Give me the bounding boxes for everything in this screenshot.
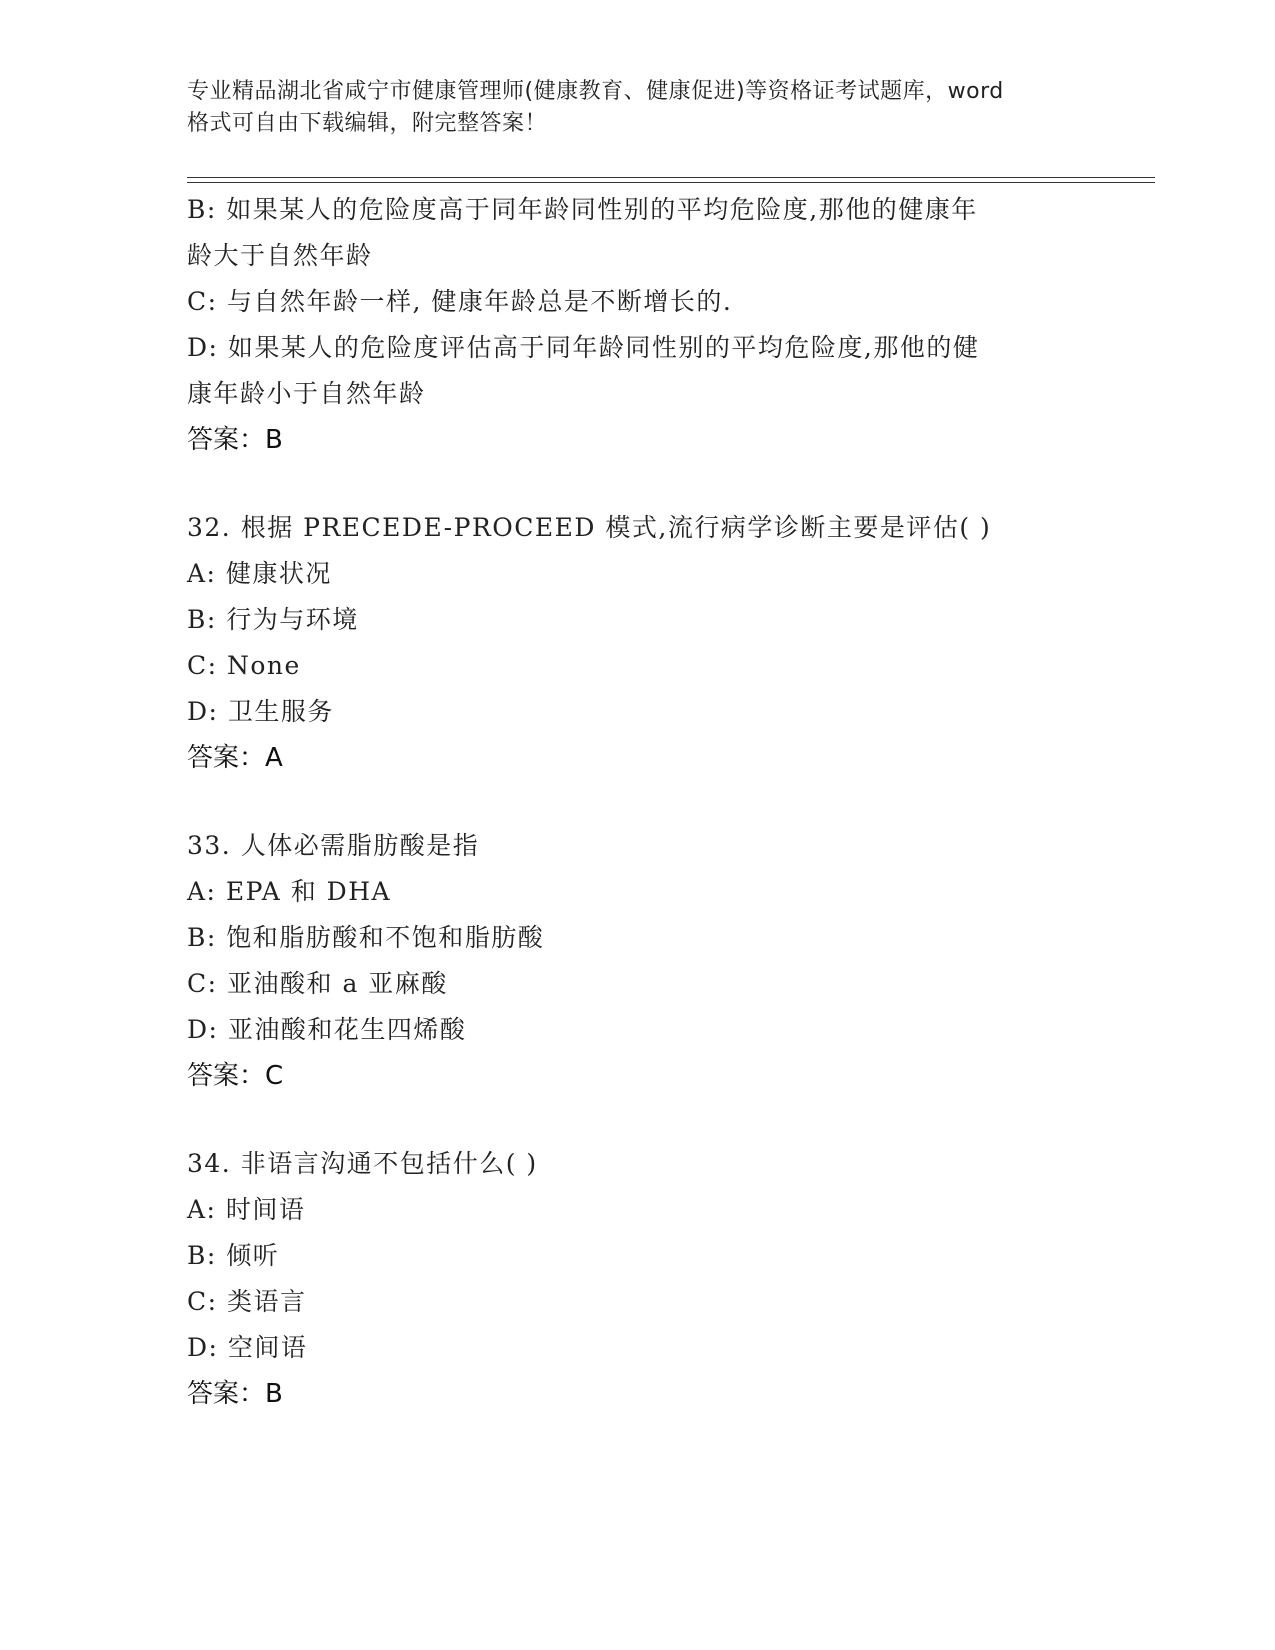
option-c: C: None — [187, 651, 301, 680]
question-stem: 32. 根据 PRECEDE-PROCEED 模式,流行病学诊断主要是评估( ) — [187, 513, 992, 542]
option-a: A: 健康状况 — [187, 559, 332, 588]
question-33 — [187, 823, 1087, 1099]
option-d-line-2: 康年龄小于自然年龄 — [187, 379, 426, 408]
option-d: D: 亚油酸和花生四烯酸 — [187, 1015, 467, 1044]
option-c: C: 类语言 — [187, 1287, 307, 1316]
header-rule-bottom — [187, 182, 1155, 183]
spacer — [187, 781, 1087, 823]
option-b-line-1: B: 如果某人的危险度高于同年龄同性别的平均危险度,那他的健康年 — [187, 195, 978, 224]
prev-question-block — [187, 187, 1087, 463]
option-d: D: 空间语 — [187, 1333, 308, 1362]
option-b: B: 饱和脂肪酸和不饱和脂肪酸 — [187, 923, 545, 952]
answer-line: 答案：C — [187, 1061, 284, 1091]
answer-line: 答案：A — [187, 743, 283, 773]
answer-line: 答案：B — [187, 1379, 283, 1409]
header-rule-top — [187, 177, 1155, 178]
option-d: D: 卫生服务 — [187, 697, 334, 726]
question-stem: 34. 非语言沟通不包括什么( ) — [187, 1149, 538, 1178]
question-list — [187, 187, 1087, 1417]
option-c: C: 亚油酸和 a 亚麻酸 — [187, 969, 448, 998]
spacer — [187, 463, 1087, 505]
option-b-line-2: 龄大于自然年龄 — [187, 241, 373, 270]
option-a: A: EPA 和 DHA — [187, 877, 392, 906]
option-b: B: 行为与环境 — [187, 605, 359, 634]
document-header — [187, 76, 1087, 140]
question-32 — [187, 505, 1087, 781]
option-b: B: 倾听 — [187, 1241, 280, 1270]
answer-line: 答案：B — [187, 425, 283, 455]
spacer — [187, 1099, 1087, 1141]
option-a: A: 时间语 — [187, 1195, 306, 1224]
header-line-1: 专业精品湖北省咸宁市健康管理师(健康教育、健康促进)等资格证考试题库，word — [187, 79, 1004, 104]
header-line-2: 格式可自由下载编辑，附完整答案！ — [187, 111, 548, 136]
option-d-line-1: D: 如果某人的危险度评估高于同年龄同性别的平均危险度,那他的健 — [187, 333, 980, 362]
question-34 — [187, 1141, 1087, 1417]
option-c: C: 与自然年龄一样, 健康年龄总是不断增长的. — [187, 287, 733, 316]
question-stem: 33. 人体必需脂肪酸是指 — [187, 831, 480, 860]
